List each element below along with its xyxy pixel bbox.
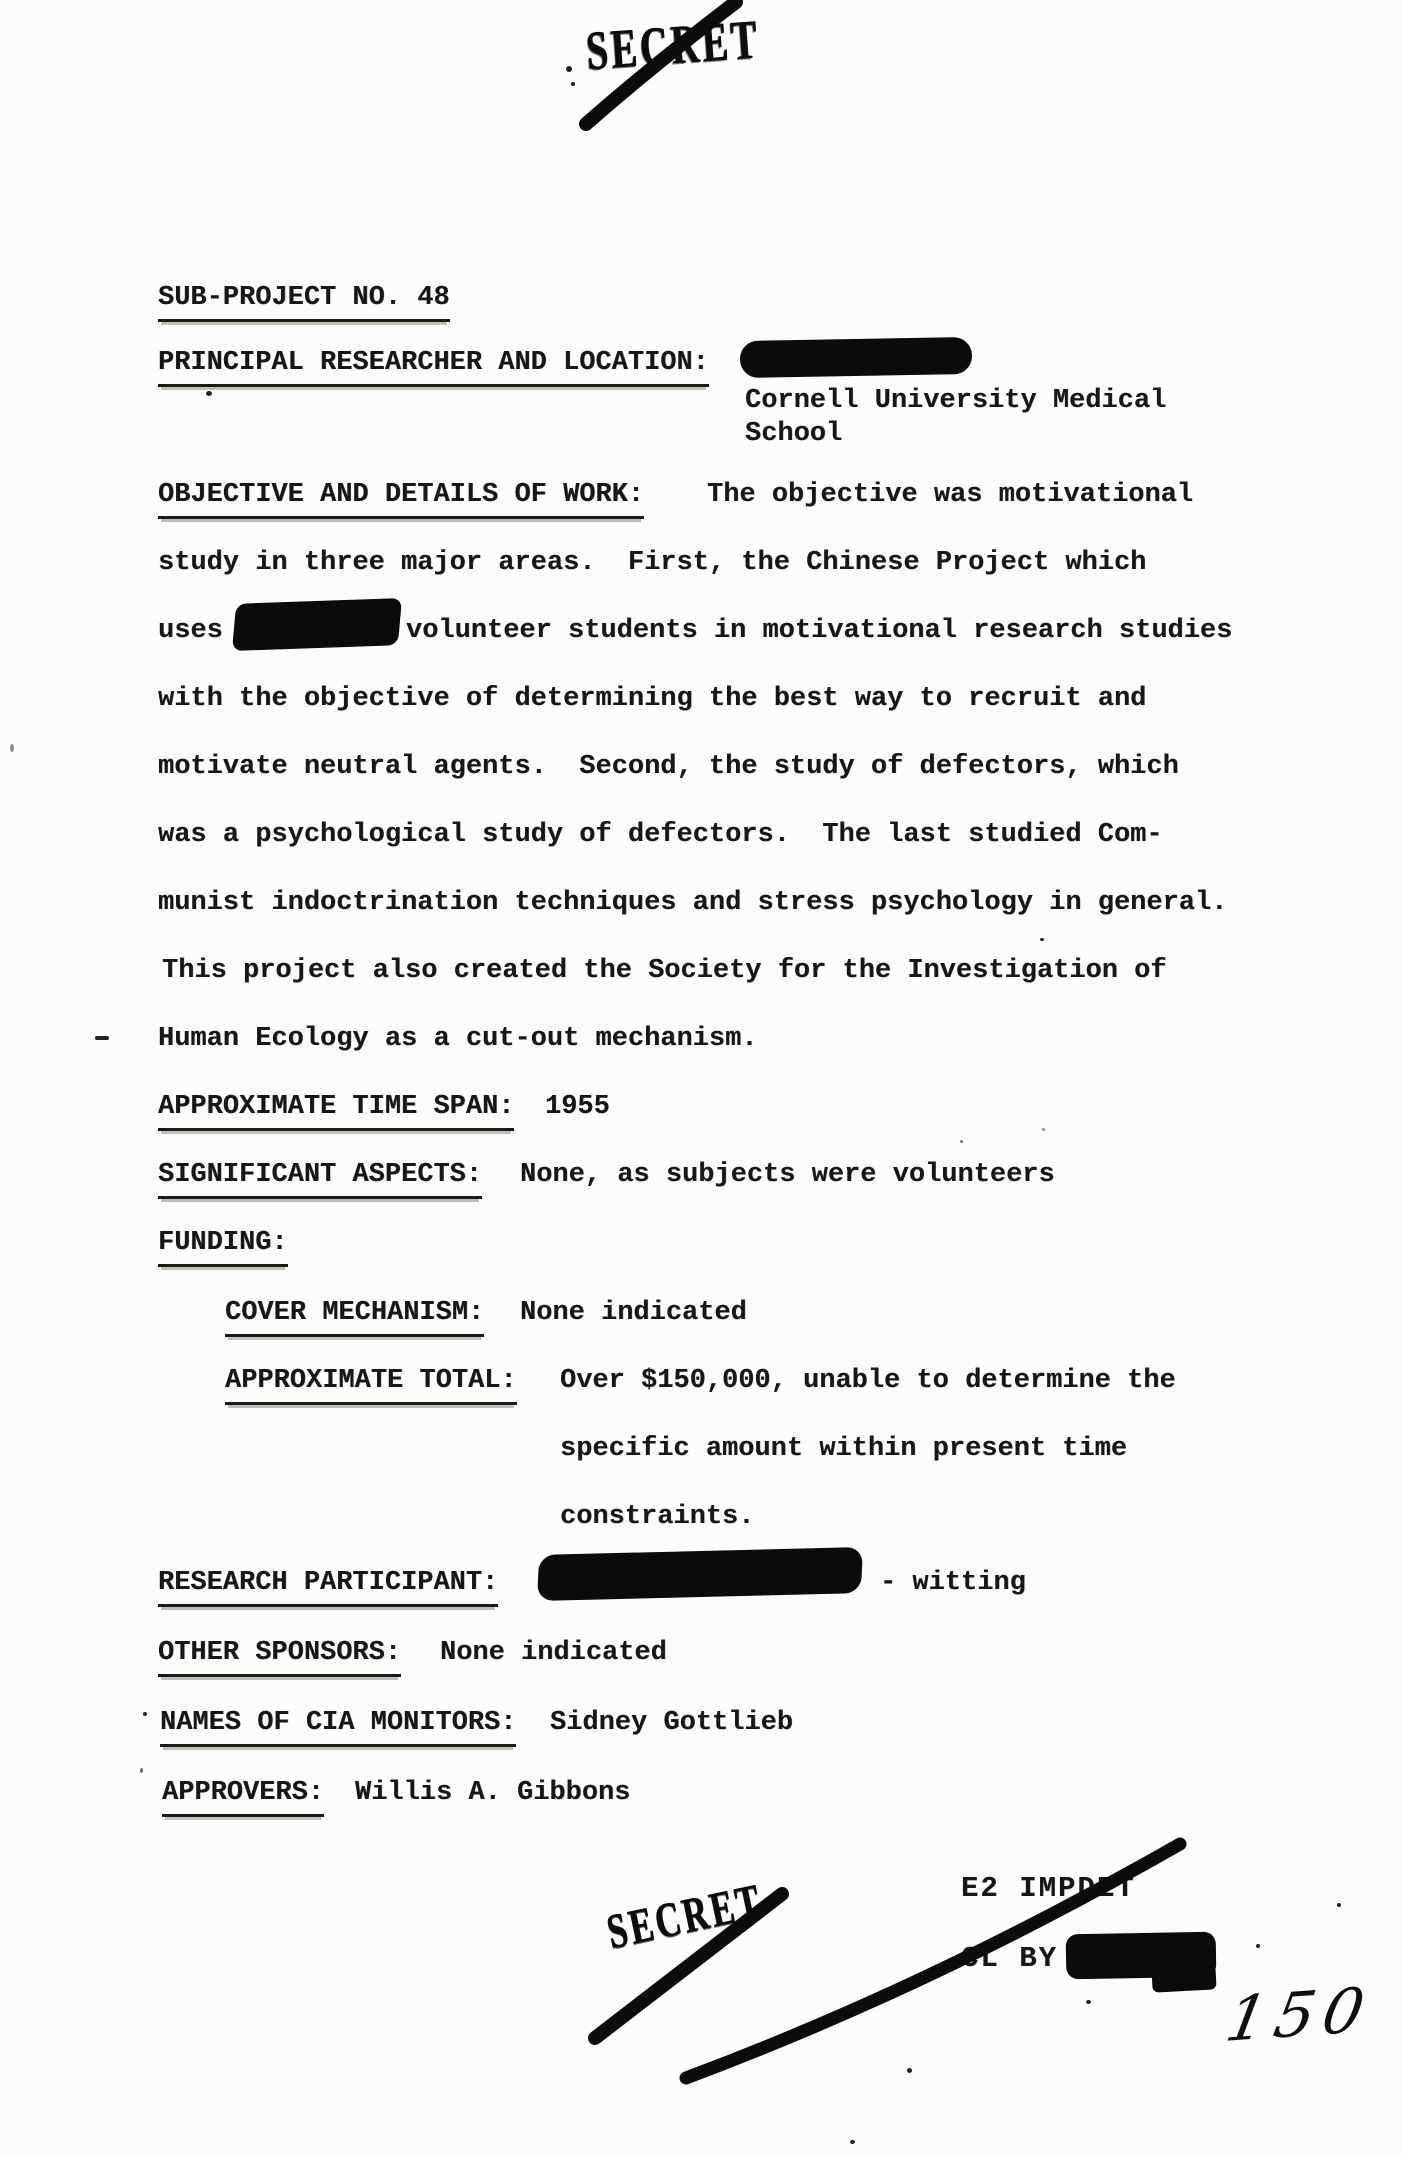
cover-mechanism-label: COVER MECHANISM: — [225, 1296, 484, 1337]
scan-speck — [907, 2068, 912, 2073]
cl-by-marking: CL BY — [961, 1942, 1059, 1975]
redaction-research-participant — [537, 1547, 863, 1601]
scan-speck — [10, 744, 14, 752]
scan-speck — [140, 1768, 143, 1773]
margin-dash-mark — [95, 1036, 109, 1040]
handwritten-page-number: 150 — [1220, 1973, 1378, 2056]
redaction-cl-by-tail — [1151, 1964, 1216, 1992]
scan-speck — [850, 2140, 855, 2144]
scan-speck — [206, 391, 212, 396]
time-span-label: APPROXIMATE TIME SPAN: — [158, 1090, 514, 1131]
time-span-value: 1955 — [545, 1092, 610, 1122]
objective-line4: motivate neutral agents. Second, the study of defectors, which — [158, 752, 1179, 782]
principal-org-line1: Cornell University Medical — [745, 386, 1167, 416]
research-participant-suffix: - witting — [880, 1568, 1026, 1598]
principal-org-line2: School — [745, 419, 843, 449]
objective-line6: munist indoctrination techniques and stress psychology in general. — [158, 888, 1228, 918]
scan-speck — [960, 1140, 963, 1143]
objective-line8: Human Ecology as a cut-out mechanism. — [158, 1024, 758, 1054]
other-sponsors-value: None indicated — [440, 1638, 667, 1668]
approvers-label: APPROVERS: — [162, 1776, 324, 1817]
funding-label: FUNDING: — [158, 1226, 288, 1267]
scan-speck — [143, 1712, 147, 1716]
secret-stamp-bottom-text: SECRET — [602, 1874, 768, 1961]
cia-monitors-value: Sidney Gottlieb — [550, 1708, 794, 1738]
objective-uses-prefix: uses — [158, 616, 223, 646]
approvers-value: Willis A. Gibbons — [355, 1778, 631, 1808]
objective-line3: with the objective of determining the best way to recruit and — [158, 684, 1147, 714]
e2-impdet-marking: E2 IMPDET — [961, 1872, 1136, 1905]
objective-uses-suffix: volunteer students in motivational research studies — [406, 616, 1233, 646]
page-title: SUB-PROJECT NO. 48 — [158, 281, 450, 322]
principal-researcher-label: PRINCIPAL RESEARCHER AND LOCATION: — [158, 346, 709, 387]
approximate-total-cont1: specific amount within present time — [560, 1434, 1128, 1464]
objective-line5: was a psychological study of defectors. The last studied Com- — [158, 820, 1163, 850]
scan-speck — [1256, 1944, 1260, 1948]
objective-label: OBJECTIVE AND DETAILS OF WORK: — [158, 478, 644, 519]
redaction-principal-researcher — [740, 337, 973, 378]
scan-speck — [1042, 1128, 1045, 1131]
scan-speck — [566, 66, 572, 72]
approximate-total-label: APPROXIMATE TOTAL: — [225, 1364, 517, 1405]
scan-speck — [1086, 2000, 1091, 2004]
approximate-total-value: Over $150,000, unable to determine the — [560, 1366, 1176, 1396]
objective-lead: The objective was motivational — [707, 480, 1194, 510]
objective-line1: study in three major areas. First, the Chinese Project which — [158, 548, 1147, 578]
scan-speck — [1337, 1903, 1341, 1907]
objective-line7: This project also created the Society for the Investigation of — [162, 956, 1167, 986]
secret-stamp-top-text: SECRET — [584, 9, 762, 83]
scan-speck — [1040, 938, 1044, 941]
secret-stamp-top — [584, 5, 799, 83]
significant-aspects-value: None, as subjects were volunteers — [520, 1160, 1055, 1190]
scan-speck — [571, 82, 575, 86]
cover-mechanism-value: None indicated — [520, 1298, 747, 1328]
approximate-total-cont2: constraints. — [560, 1502, 755, 1532]
significant-aspects-label: SIGNIFICANT ASPECTS: — [158, 1158, 482, 1199]
redaction-uses — [232, 598, 402, 651]
research-participant-label: RESEARCH PARTICIPANT: — [158, 1566, 498, 1607]
other-sponsors-label: OTHER SPONSORS: — [158, 1636, 401, 1677]
secret-stamp-bottom — [602, 1866, 800, 1961]
cia-monitors-label: NAMES OF CIA MONITORS: — [160, 1706, 516, 1747]
